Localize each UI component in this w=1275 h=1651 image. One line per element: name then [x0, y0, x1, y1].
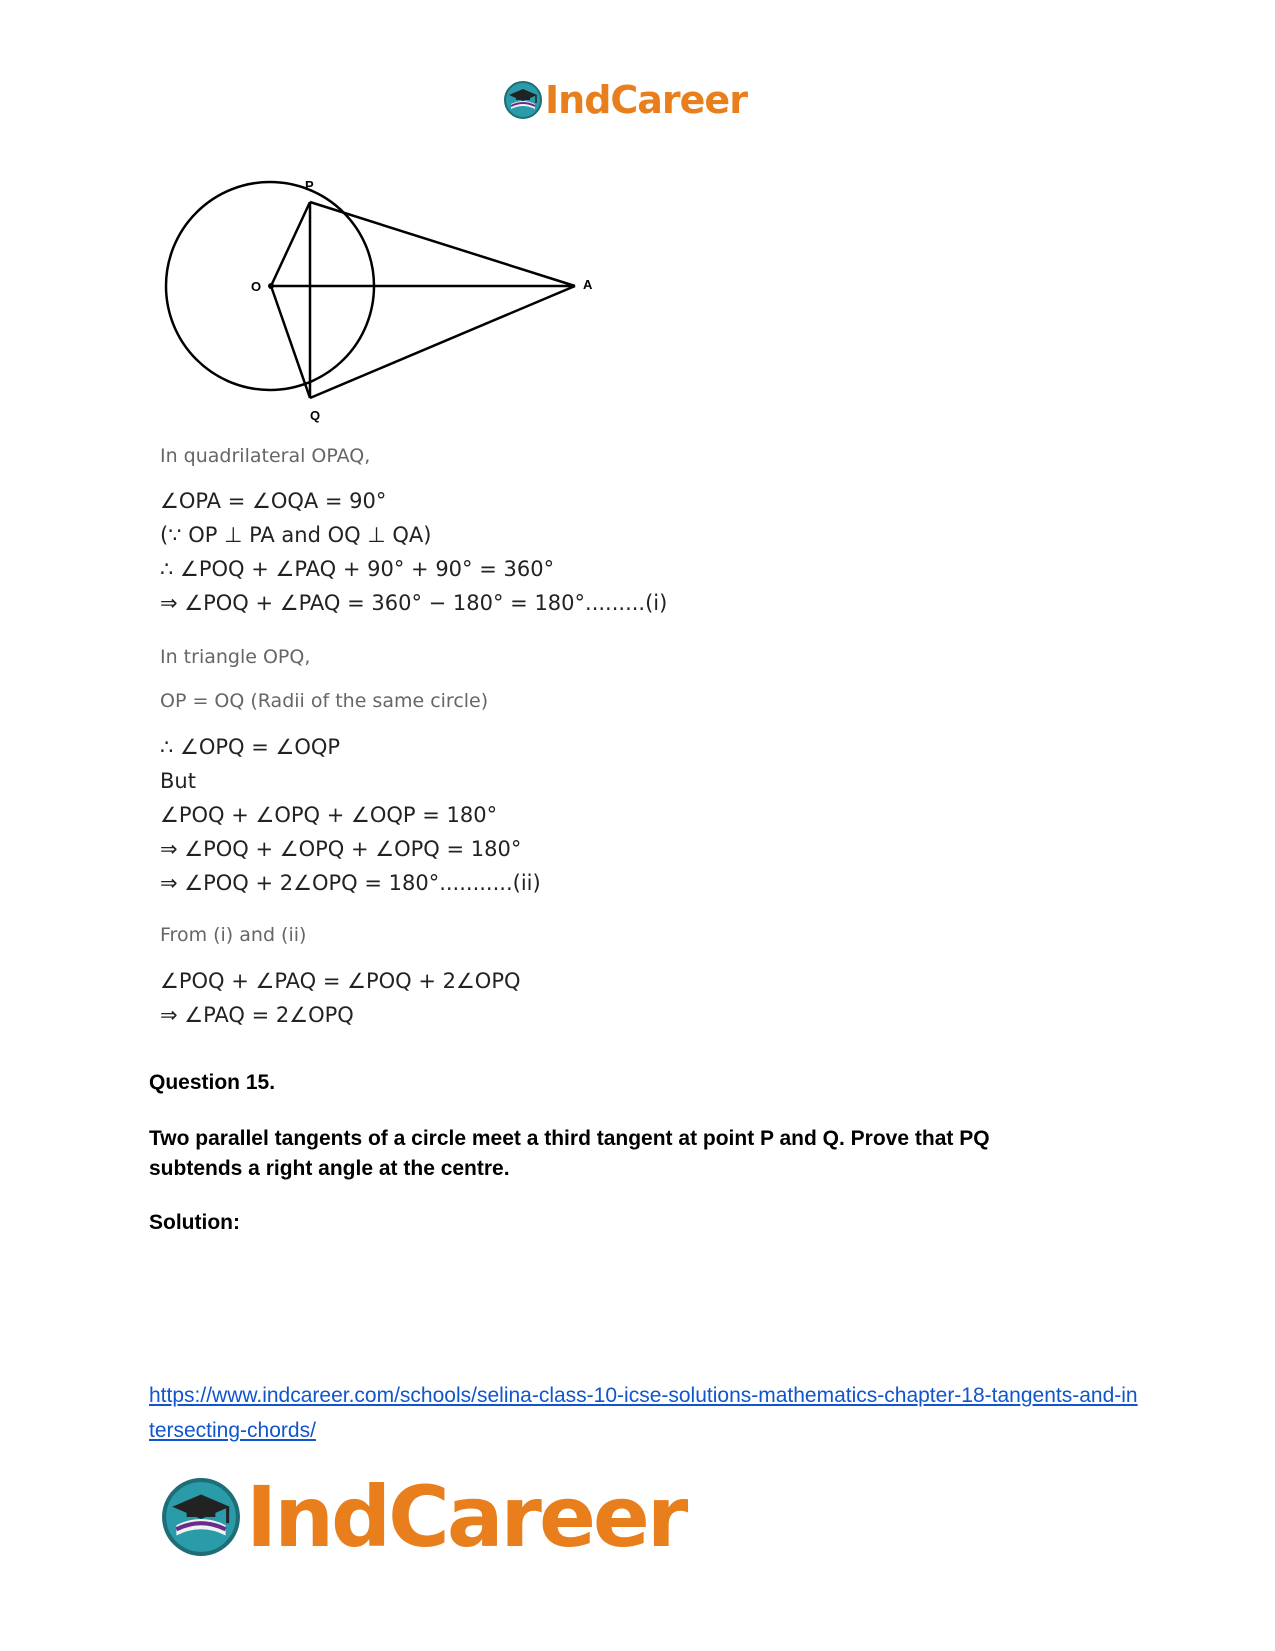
- question-text-line-1: Two parallel tangents of a circle meet a third tangent at point P and Q. Prove that PQ: [149, 1127, 990, 1150]
- solution-line: (∵ OP ⊥ PA and OQ ⊥ QA): [160, 523, 432, 547]
- question-text-line-2: subtends a right angle at the centre.: [149, 1157, 510, 1180]
- point-o: [268, 283, 274, 289]
- label-o: O: [251, 279, 262, 294]
- solution-line: ⇒ ∠POQ + ∠PAQ = 360° − 180° = 180°.........(i): [160, 591, 668, 615]
- triangle-heading: In triangle OPQ,: [160, 646, 311, 668]
- solution-line: ⇒ ∠POQ + ∠OPQ + ∠OPQ = 180°: [160, 837, 522, 861]
- solution-line: ∠POQ + ∠PAQ = ∠POQ + 2∠OPQ: [160, 969, 521, 993]
- brand-name: IndCareer: [545, 78, 747, 122]
- solution-line: But: [160, 769, 196, 793]
- brand-name: IndCareer: [246, 1468, 686, 1566]
- brand-logo-footer: [160, 1468, 685, 1566]
- brand-logo-header: [503, 78, 747, 122]
- radii-statement: OP = OQ (Radii of the same circle): [160, 690, 489, 712]
- solution-block-1: [160, 484, 667, 620]
- solution-line: ⇒ ∠POQ + 2∠OPQ = 180°...........(ii): [160, 871, 541, 895]
- label-a: A: [583, 277, 593, 292]
- from-statement: From (i) and (ii): [160, 924, 307, 946]
- solution-line: ∠OPA = ∠OQA = 90°: [160, 489, 387, 513]
- solution-label: Solution:: [149, 1211, 240, 1234]
- graduation-cap-icon: [160, 1476, 242, 1558]
- solution-line: ⇒ ∠PAQ = 2∠OPQ: [160, 1003, 354, 1027]
- segment-oq: [271, 286, 310, 398]
- circle-tangents-figure: [155, 178, 615, 428]
- solution-line: ∠POQ + ∠OPQ + ∠OQP = 180°: [160, 803, 498, 827]
- solution-block-3: [160, 964, 521, 1032]
- segment-op: [271, 202, 310, 286]
- solution-line: ∴ ∠POQ + ∠PAQ + 90° + 90° = 360°: [160, 557, 555, 581]
- graduation-cap-icon: [503, 80, 543, 120]
- solution-intro: In quadrilateral OPAQ,: [160, 445, 371, 467]
- solution-block-2: [160, 730, 541, 900]
- source-link[interactable]: https://www.indcareer.com/schools/selina-class-10-icse-solutions-mathematics-chapter-18-tangents-and-intersecting-chords/: [149, 1384, 1138, 1442]
- label-q: Q: [310, 408, 321, 423]
- solution-line: ∴ ∠OPQ = ∠OQP: [160, 735, 341, 759]
- question-heading: Question 15.: [149, 1071, 276, 1094]
- label-p: P: [305, 178, 314, 193]
- tangent-qa: [310, 286, 575, 398]
- tangent-pa: [310, 202, 575, 286]
